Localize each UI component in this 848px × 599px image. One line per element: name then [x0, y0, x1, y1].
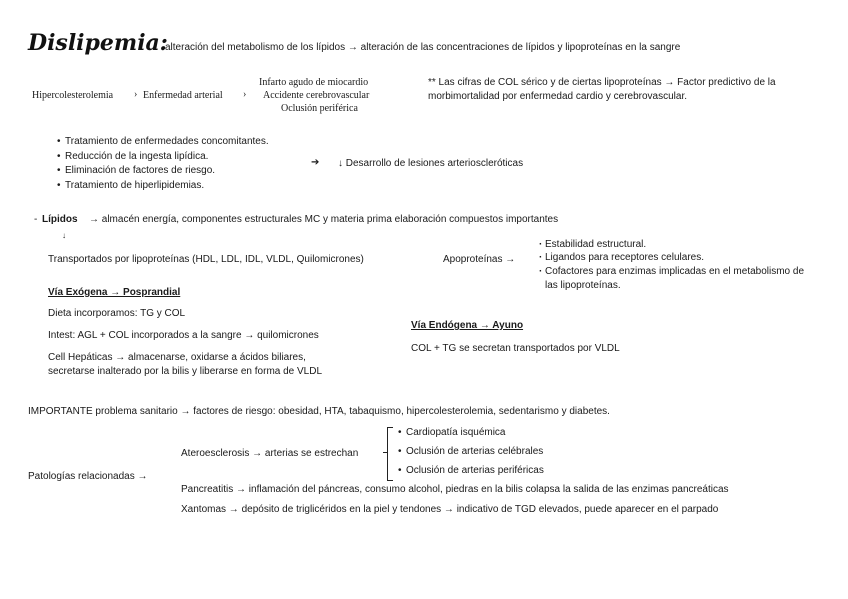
lipidos-label: Lípidos	[42, 214, 78, 225]
apoproteina-item: · Estabilidad estructural.	[539, 239, 646, 250]
exogena-line: Cell Hepáticas → almacenarse, oxidarse a ácidos biliares,	[48, 352, 306, 363]
flow-outcome: Accidente cerebrovascular	[263, 90, 370, 101]
apoproteina-item: · Ligandos para receptores celulares.	[539, 252, 704, 263]
flow-arrow: ›	[134, 89, 138, 100]
treatment-arrow-icon: ➔	[311, 157, 320, 168]
exogena-line: secretarse inalterado por la bilis y liberarse en forma de VLDL	[48, 366, 323, 377]
down-arrow-icon: ↓	[62, 231, 66, 240]
bracket-icon	[387, 427, 393, 481]
endogena-title: Vía Endógena → Ayuno	[411, 320, 524, 331]
definition-text: alteración del metabolismo de los lípidos → alteración de las concentraciones de lípidos y lipoproteínas en la sangre	[165, 42, 681, 53]
endogena-line: COL + TG se secretan transportados por VLDL	[411, 343, 620, 354]
xantomas-text: Xantomas → depósito de triglicéridos en la piel y tendones → indicativo de TGD elevados, puede aparecer en el parpado	[181, 504, 719, 515]
note-line: ** Las cifras de COL sérico y de ciertas lipoproteínas → Factor predictivo de la	[428, 77, 776, 88]
aterosclerosis-text: Ateroesclerosis → arterias se estrechan	[181, 448, 359, 459]
exogena-title: Vía Exógena → Posprandial	[48, 287, 181, 298]
flow-enfermedad-arterial: Enfermedad arterial	[143, 90, 223, 101]
flow-hipercolesterolemia: Hipercolesterolemia	[32, 90, 114, 101]
apoproteina-item: las lipoproteínas.	[545, 280, 621, 291]
treatment-item: • Tratamiento de enfermedades concomitantes.	[57, 136, 269, 147]
athero-item: • Oclusión de arterias celébrales	[398, 446, 543, 457]
bracket-tick	[383, 452, 387, 453]
note-line: morbimortalidad por enfermedad cardio y cerebrovascular.	[428, 91, 688, 102]
treatment-item: • Eliminación de factores de riesgo.	[57, 165, 215, 176]
flow-outcome: Infarto agudo de miocardio	[259, 77, 369, 88]
patologias-label: Patologías relacionadas →	[28, 471, 148, 482]
treatment-item: • Reducción de la ingesta lipídica.	[57, 151, 208, 162]
flow-arrow: ›	[243, 89, 247, 100]
apoproteina-item: · Cofactores para enzimas implicadas en el metabolismo de	[539, 266, 804, 277]
treatment-item: • Tratamiento de hiperlipidemias.	[57, 180, 204, 191]
lipidos-desc: → almacén energía, componentes estructurales MC y materia prima elaboración compuestos importantes	[89, 214, 559, 225]
athero-item: • Cardiopatía isquémica	[398, 427, 506, 438]
lipidos-dash: -	[34, 214, 38, 225]
importante-text: IMPORTANTE problema sanitario → factores de riesgo: obesidad, HTA, tabaquismo, hipercolesterolemia, sedentarismo y diabetes.	[28, 406, 610, 417]
apoproteinas-label: Apoproteínas →	[443, 254, 516, 265]
flow-outcome: Oclusión periférica	[281, 103, 358, 114]
transport-text: Transportados por lipoproteínas (HDL, LDL, IDL, VLDL, Quilomicrones)	[48, 254, 364, 265]
exogena-line: Intest: AGL + COL incorporados a la sangre → quilomicrones	[48, 330, 319, 341]
treatment-result: ↓ Desarrollo de lesiones arterioscleróticas	[338, 158, 524, 169]
pancreatitis-text: Pancreatitis → inflamación del páncreas, consumo alcohol, piedras en la bilis colapsa la salida de las enzimas pancreáticas	[181, 484, 729, 495]
page-title: Dislipemia:	[28, 30, 168, 56]
exogena-line: Dieta incorporamos: TG y COL	[48, 308, 186, 319]
athero-item: • Oclusión de arterias periféricas	[398, 465, 544, 476]
